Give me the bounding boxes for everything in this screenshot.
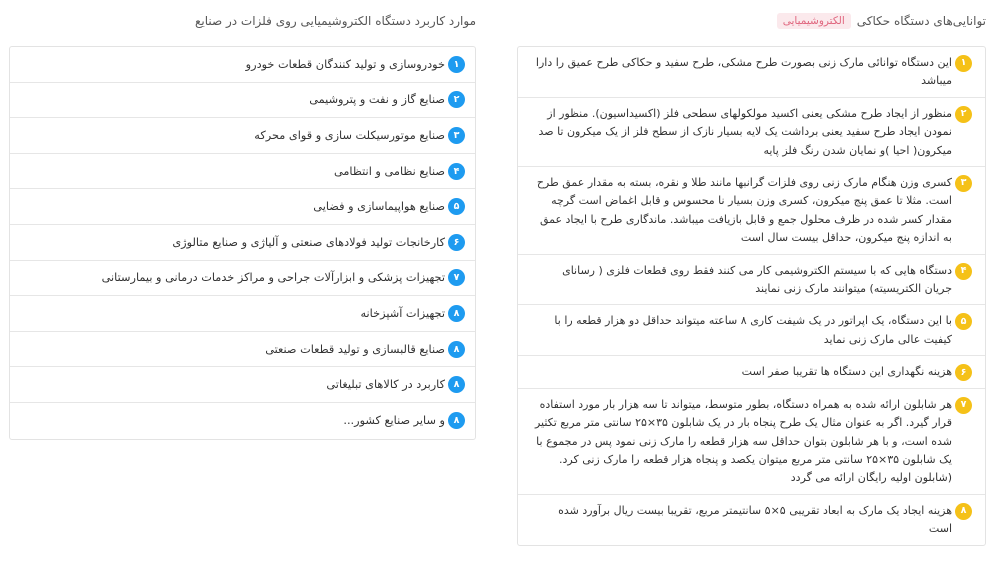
number-badge: ۶ (955, 364, 972, 381)
number-badge: ۵ (955, 313, 972, 330)
capability-item-5 (518, 305, 985, 356)
capability-text: هر شابلون ارائه شده به همراه دستگاه، بطور متوسط، میتواند تا سه هزار بار مورد استفاده قرار گیرد. اگر به عنوان مثال یک طرح پنجاه بار در یک شابلون ۳۵×۲۵ سانتی متر مربع تکثیر شده است، و با هر شابلون بتوان حداقل سه هزار قطعه را مارک زنی نمود پس در مجموع با یک شابلون ۳۵×۲۵ سانتی متر مربع میتوان یکصد و پنجاه هزار قطعه را مارک زنی کرد.(شابلون اولیه رایگان ارائه می گردد (534, 397, 952, 485)
application-text: صنایع هواپیماسازی و فضایی (313, 200, 445, 214)
number-badge: ۳ (448, 127, 465, 144)
application-item-8 (10, 296, 475, 332)
application-text: خودروسازی و تولید کنندگان قطعات خودرو (245, 57, 445, 71)
number-badge: ۷ (955, 397, 972, 414)
application-text: کارخانجات تولید فولادهای صنعتی و آلیاژی و صنایع متالوژی (172, 235, 445, 249)
number-badge: ۸ (955, 503, 972, 520)
capability-text: این دستگاه توانائی مارک زنی بصورت طرح مشکی، طرح سفید و حکاکی طرح عمیق را دارا میباشد (535, 56, 952, 88)
application-text: تجهیزات آشپزخانه (360, 306, 445, 320)
capability-item-2 (518, 98, 985, 167)
application-text: صنایع گاز و نفت و پتروشیمی (309, 93, 445, 107)
capability-item-3 (518, 167, 985, 255)
application-text: کاربرد در کالاهای تبلیغاتی (326, 378, 445, 392)
application-item-5 (10, 189, 475, 225)
application-item-2 (10, 83, 475, 119)
application-item-11 (10, 403, 475, 439)
capability-item-1 (518, 47, 985, 98)
application-text: صنایع موتورسیکلت سازی و قوای محرکه (254, 128, 445, 142)
application-text: صنایع نظامی و انتظامی (333, 164, 445, 178)
capability-text: منظور از ایجاد طرح مشکی یعنی اکسید مولکولهای سطحی فلز (اکسیداسیون). منظور از نمودن ایجاد طرح سفید یعنی برداشت یک لایه بسیار نازک از سطح فلز از یک میکرون تا صد میکرون( احیا )و نمایان شدن رنگ فلز پایه (538, 106, 952, 157)
number-badge: ۵ (448, 198, 465, 215)
capability-text: با این دستگاه، یک اپراتور در یک شیفت کاری ۸ ساعته میتواند حداقل دو هزار قطعه را با کیفیت عالی مارک زنی نماید (554, 314, 952, 346)
electrochemical-tag: الکتروشیمیایی (777, 13, 851, 29)
number-badge: ۲ (955, 106, 972, 123)
capabilities-title: توانایی‌های دستگاه حکاکی (856, 14, 986, 28)
number-badge: ۳ (955, 175, 972, 192)
applications-heading (9, 0, 476, 40)
number-badge: ۴ (448, 163, 465, 180)
application-text: و سایر صنایع کشور... (343, 414, 445, 428)
capability-text: دستگاه هایی که با سیستم الکتروشیمی کار می کنند فقط روی قطعات فلزی ( رسانای جریان الکتریسیته) میتوانند مارک زنی نمایند (562, 263, 952, 296)
capability-item-4 (518, 255, 985, 306)
capability-item-8 (518, 495, 985, 545)
applications-list (9, 46, 476, 440)
application-item-9 (10, 332, 475, 368)
capabilities-list (517, 46, 986, 546)
number-badge: ۴ (955, 263, 972, 280)
application-text: تجهیزات پزشکی و ابزارآلات جراحی و مراکز خدمات درمانی و بیمارستانی (101, 271, 445, 285)
application-item-3 (10, 118, 475, 154)
number-badge: ۱ (955, 55, 972, 72)
number-badge: ۷ (448, 269, 465, 286)
capabilities-panel (517, 0, 986, 546)
number-badge: ۸ (448, 341, 465, 358)
application-item-6 (10, 225, 475, 261)
capability-item-7 (518, 389, 985, 495)
application-item-7 (10, 261, 475, 297)
capability-item-6 (518, 356, 985, 388)
application-text: صنایع قالبسازی و تولید قطعات صنعتی (265, 342, 445, 356)
number-badge: ۸ (448, 412, 465, 429)
capability-text: هزینه نگهداری این دستگاه ها تقریبا صفر است (741, 365, 952, 379)
number-badge: ۲ (448, 91, 465, 108)
application-item-10 (10, 367, 475, 403)
applications-panel (9, 0, 476, 440)
application-item-4 (10, 154, 475, 190)
applications-title: موارد کاربرد دستگاه الکتروشیمیایی روی فلزات در صنایع (194, 14, 476, 28)
capability-text: هزینه ایجاد یک مارک به ابعاد تقریبی ۵×۵ سانتیمتر مربع، تقریبا بیست ریال برآورد شده است (558, 503, 952, 536)
number-badge: ۸ (448, 305, 465, 322)
capabilities-heading (517, 0, 986, 40)
application-item-1 (10, 47, 475, 83)
number-badge: ۶ (448, 234, 465, 251)
number-badge: ۸ (448, 376, 465, 393)
capability-text: کسری وزن هنگام مارک زنی روی فلزات گرانبها مانند طلا و نقره، بسته به مقدار عمق طرح است. مثلا تا عمق پنج میکرون، کسری وزن بسیار نا محسوس و قابل اغماض است گرچه مقدار کسر شده در ظرف محلول جمع و قابل بازیافت میباشد. ماندگاری طرح با ایجاد عمق به اندازه پنج میکرون، حداقل بیست سال است (536, 176, 952, 245)
number-badge: ۱ (448, 56, 465, 73)
